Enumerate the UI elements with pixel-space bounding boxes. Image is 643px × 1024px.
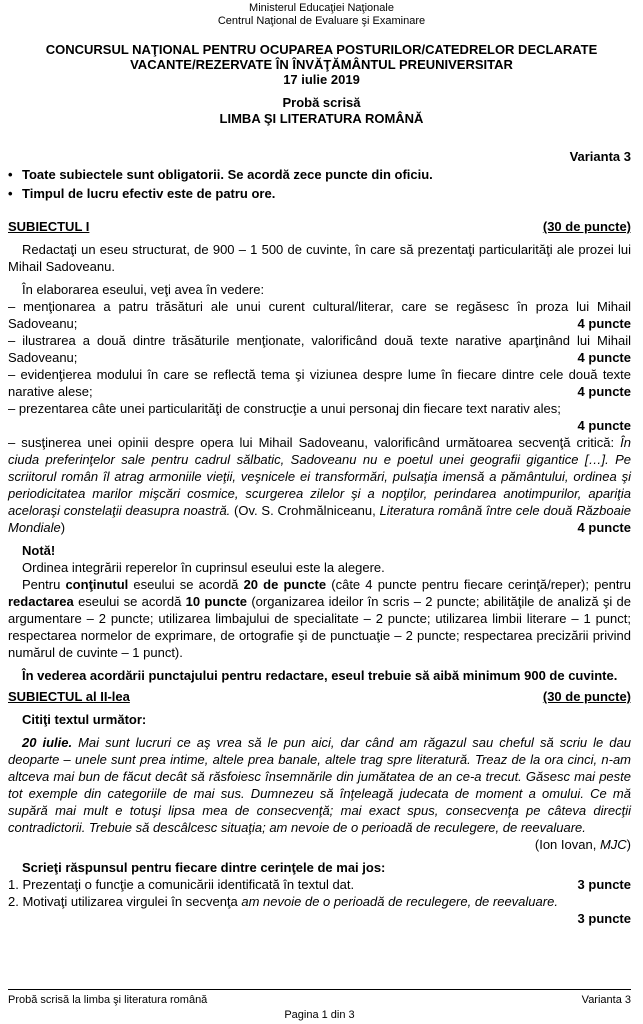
criterion-item xyxy=(8,400,631,434)
minimum-words-note: În vederea acordării punctajului pentru redactare, eseul trebuie să aibă minimum 900 de cuvinte. xyxy=(22,668,618,683)
scoring-text: (câte 4 puncte pentru fiecare cerinţă/reper); pentru xyxy=(326,577,631,592)
footer-left: Probă scrisă la limba şi literatura română xyxy=(8,994,208,1006)
criterion-item xyxy=(8,366,631,400)
criterion-text: – prezentarea câte unei particularităţi de construcţie a unui personaj din fiecare text narativ ales; xyxy=(8,401,561,416)
question-quote: am nevoie de o perioadă de reculegere, de reevaluare. xyxy=(241,894,558,909)
quote-source: (Ov. S. Crohmălniceanu, xyxy=(230,503,380,518)
scoring-keyword: conţinutul xyxy=(65,577,129,592)
subject-label: LIMBA ŞI LITERATURA ROMÂNĂ xyxy=(219,111,424,126)
scoring-text: (organizarea ideilor în scris – 2 puncte; abilităţile de analiză şi de argumentare – 2 puncte; utilizarea limbajului de specialitate – 2 puncte; utilizarea limbii literare – 1 punct; respectarea normelor de exprimare, de ortografie şi de punctuaţie – 2 puncte; respectarea precizării privind numărul de cuvinte – 1 punct). xyxy=(8,594,632,660)
scoring-points: 20 de puncte xyxy=(243,577,327,592)
criterion-text: – ilustrarea a două dintre trăsăturile menţionate, valorificând două texte narative aparţinând lui Mihail Sadoveanu; xyxy=(8,333,631,365)
section-heading xyxy=(8,688,631,705)
question-points: 3 puncte xyxy=(577,877,631,892)
essay-intro: În elaborarea eseului, veţi avea în vedere: xyxy=(22,282,265,297)
question-points: 3 puncte xyxy=(577,911,631,926)
criterion-lead: – susţinerea unei opinii despre opera lui Mihail Sadoveanu, valorificând următoarea secvenţă critică: xyxy=(8,435,621,450)
scoring-points: 10 puncte xyxy=(185,594,248,609)
variant-label: Varianta 3 xyxy=(569,149,631,164)
scoring-text: eseului se acordă xyxy=(73,594,186,609)
section-heading xyxy=(8,218,631,235)
proba-label: Probă scrisă xyxy=(282,95,361,110)
criterion-item xyxy=(8,434,631,536)
quote-source-title: Literatura română între cele două Războaie Mondiale xyxy=(8,503,631,535)
question-text xyxy=(8,893,631,910)
exam-subtitle xyxy=(0,95,643,127)
footer-divider xyxy=(8,989,631,990)
criterion-points: 4 puncte xyxy=(577,418,631,433)
scoring-keyword: redactarea xyxy=(8,594,74,609)
center-name: Centrul Naţional de Evaluare şi Examinare xyxy=(217,15,426,27)
rule-item: • Toate subiectele sunt obligatorii. Se acordă zece puncte din oficiu. xyxy=(8,165,628,184)
question-item xyxy=(8,876,631,893)
answer-instruction: Scrieţi răspunsul pentru fiecare dintre cerinţele de mai jos: xyxy=(22,860,386,875)
section-subiect-1 xyxy=(8,218,631,684)
nota-order: Ordinea integrării reperelor în cuprinsul eseului este la alegere. xyxy=(22,560,385,575)
read-instruction: Citiţi textul următor: xyxy=(22,712,147,727)
title-line-1: CONCURSUL NAŢIONAL PENTRU OCUPAREA POSTURILOR/CATEDRELOR DECLARATE xyxy=(45,42,598,57)
source-author: (Ion Iovan, xyxy=(534,837,600,852)
criterion-points: 4 puncte xyxy=(577,350,631,365)
section-points: (30 de puncte) xyxy=(542,219,631,234)
footer-right: Varianta 3 xyxy=(581,994,631,1006)
criterion-item xyxy=(8,332,631,366)
essay-task: Redactaţi un eseu structurat, de 900 – 1 500 de cuvinte, în care să prezentaţi particularităţi ale prozei lui Mihail Sadoveanu. xyxy=(8,242,631,274)
scoring-rules xyxy=(8,576,631,661)
question-lead: 2. Motivaţi utilizarea virgulei în secvenţa xyxy=(8,894,242,909)
criterion-points: 4 puncte xyxy=(577,520,631,535)
general-rules xyxy=(8,165,628,203)
nota-label: Notă! xyxy=(22,543,56,558)
page-footer xyxy=(8,989,631,1022)
exam-date: 17 iulie 2019 xyxy=(283,72,360,87)
ministry-name: Ministerul Educaţiei Naţionale xyxy=(249,2,394,14)
text-date: 20 iulie. xyxy=(22,735,73,750)
scoring-text: eseului se acordă xyxy=(128,577,244,592)
section-title: SUBIECTUL al II-lea xyxy=(8,689,130,704)
reading-text xyxy=(8,734,631,836)
criterion-item xyxy=(8,298,631,332)
question-item xyxy=(8,893,631,927)
page-number: Pagina 1 din 3 xyxy=(284,1009,355,1021)
criterion-text: – evidenţierea modului în care se reflectă tema şi viziunea despre lume în fiecare dintre cele două texte narative alese; xyxy=(8,367,631,399)
criterion-text: – menţionarea a patru trăsături ale unui curent cultural/literar, care se regăsesc în proza lui Mihail Sadoveanu; xyxy=(8,299,631,331)
title-line-2: VACANTE/REZERVATE ÎN ÎNVĂŢĂMÂNTUL PREUNIVERSITAR xyxy=(130,57,513,72)
criterion-points: 4 puncte xyxy=(577,384,631,399)
page-header xyxy=(0,0,643,28)
scoring-text: Pentru xyxy=(22,577,66,592)
criterion-points: 4 puncte xyxy=(577,316,631,331)
section-title: SUBIECTUL I xyxy=(8,219,90,234)
question-text: 1. Prezentaţi o funcţie a comunicării identificată în textul dat. xyxy=(8,877,355,892)
exam-title xyxy=(0,42,643,87)
text-source xyxy=(8,836,631,853)
source-end: ) xyxy=(626,837,631,852)
quote-source-end: ) xyxy=(60,520,66,535)
rule-item: • Timpul de lucru efectiv este de patru ore. xyxy=(8,184,628,203)
section-points: (30 de puncte) xyxy=(542,689,631,704)
section-subiect-2 xyxy=(8,688,631,927)
critical-quote: În ciuda preferinţelor sale pentru cadrul sălbatic, Sadoveanu nu e poetul unei geografii gigantice […]. Pe scriitorul român îl atrag armoniile vieţii, veşnicele ei transformări, pulsaţia imensă a pământului, ordinea şi periodicitatea marilor mişcări cosmice, scurgerea zilelor şi a nopţilor, perindarea anotimpurilor, apariţia aceloraşi constelaţii deasupra noastră. xyxy=(8,435,631,518)
source-title: MJC xyxy=(599,837,627,852)
text-body: Mai sunt lucruri ce aş vrea să le pun aici, dar când am răgazul sau cheful să scriu le dau deoparte – unele sunt prea intime, altele prea banale, altele trag spre literatură. Treaz de la ora cinci, n-am altceva mai bun de făcut decât să răsfoiesc însemnările din jumătatea de an ce-a trecut. Găsesc mai peste tot exemple din categoriile de mai sus. Dumnezeu să înţeleagă judecata de moment a omului. Ce mă supără mai mult e totuşi lipsa mea de consecvenţă; mai exact spus, consecvenţa pe câteva direcţii contradictorii. Trebuie să descâlcesc situaţia; am nevoie de o perioadă de reculegere, de reevaluare. xyxy=(8,735,631,835)
